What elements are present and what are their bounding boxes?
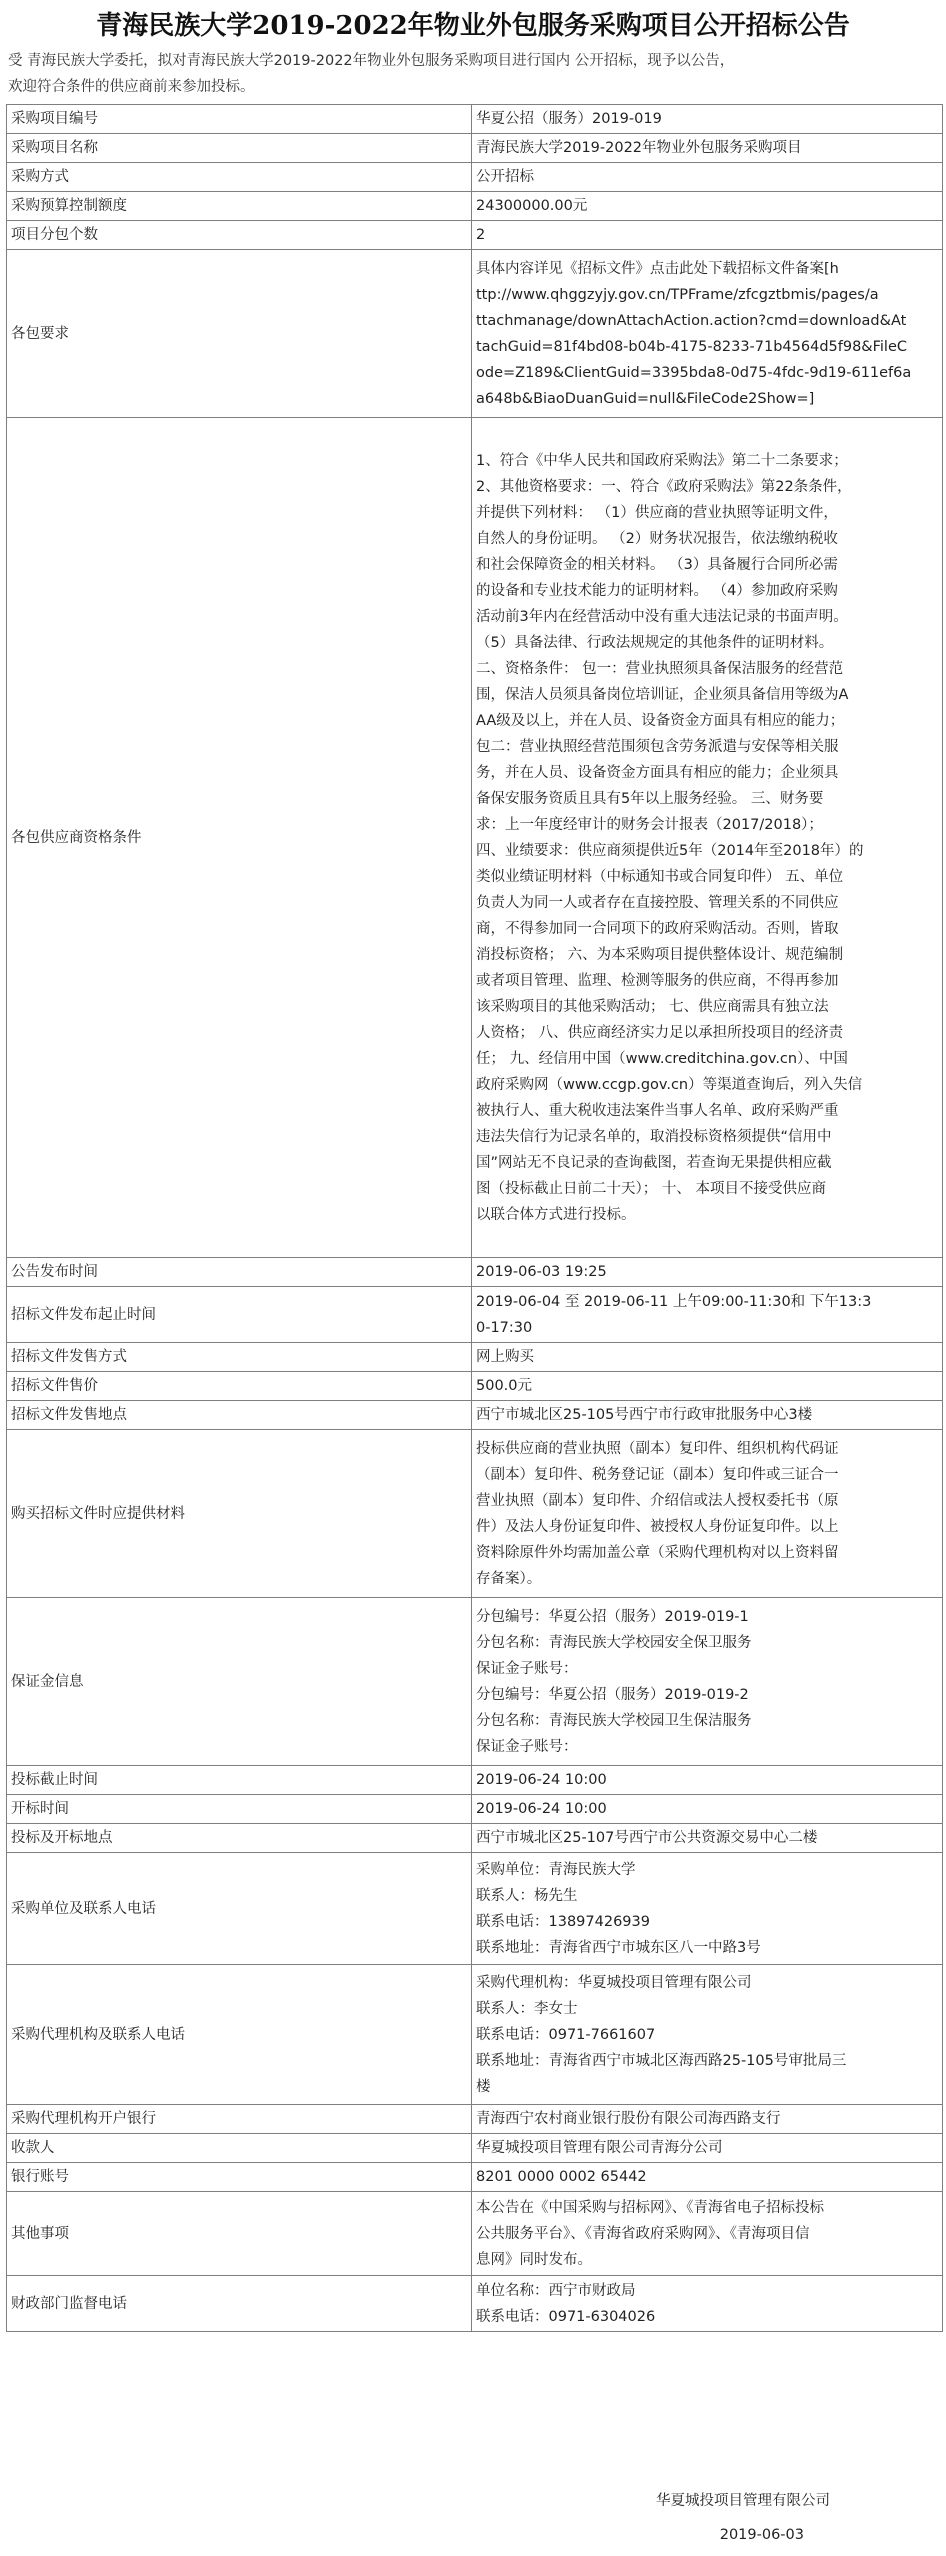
- row-label: 采购方式: [7, 163, 472, 192]
- table-row: [7, 192, 943, 221]
- value-line: 2019-06-04 至 2019-06-11 上午09:00-11:30和 下午13:3: [476, 1293, 872, 1310]
- table-row: [7, 1766, 943, 1795]
- value-line: 图（投标截止日前二十天）； 十、 本项目不接受供应商: [476, 1180, 826, 1197]
- value-line: 存备案）。: [476, 1570, 542, 1587]
- row-label: 其他事项: [7, 2192, 472, 2276]
- value-line: 任； 九、经信用中国（www.creditchina.gov.cn）、中国: [476, 1050, 848, 1067]
- value-line: 联系地址：青海省西宁市城北区海西路25-105号审批局三: [476, 2052, 847, 2069]
- table-row: [7, 1287, 943, 1343]
- value-line: 自然人的身份证明。 （2）财务状况报告，依法缴纳税收: [476, 530, 838, 547]
- value-line: 类似业绩证明材料（中标通知书或合同复印件） 五、单位: [476, 868, 844, 885]
- table-row: [7, 2163, 943, 2192]
- value-line: 消投标资格； 六、为本采购项目提供整体设计、规范编制: [476, 946, 844, 963]
- row-label: 投标及开标地点: [7, 1824, 472, 1853]
- value-line: 分包编号：华夏公招（服务）2019-019-2: [476, 1686, 749, 1703]
- row-label: 各包要求: [7, 250, 472, 418]
- row-label: 收款人: [7, 2134, 472, 2163]
- table-row: [7, 1430, 943, 1598]
- row-label: 银行账号: [7, 2163, 472, 2192]
- table-row: [7, 134, 943, 163]
- table-row: [7, 2105, 943, 2134]
- row-label: 采购项目名称: [7, 134, 472, 163]
- value-line: 和社会保障资金的相关材料。 （3）具备履行合同所必需: [476, 556, 838, 573]
- value-line: 件）及法人身份证复印件、被授权人身份证复印件。以上: [476, 1518, 839, 1535]
- value-line: AA级及以上，并在人员、设备资金方面具有相应的能力；: [476, 712, 845, 729]
- value-line: 活动前3年内在经营活动中没有重大违法记录的书面声明。: [476, 608, 848, 625]
- row-value: [472, 1287, 943, 1343]
- value-line: 国”网站无不良记录的查询截图，若查询无果提供相应截: [476, 1154, 832, 1171]
- row-label: 采购代理机构及联系人电话: [7, 1965, 472, 2105]
- intro-text: [8, 48, 938, 100]
- row-label: 保证金信息: [7, 1598, 472, 1766]
- value-line: （副本）复印件、税务登记证（副本）复印件或三证合一: [476, 1466, 839, 1483]
- row-value: [472, 134, 943, 163]
- value-line: 分包编号：华夏公招（服务）2019-019-1: [476, 1608, 749, 1625]
- value-line: 青海民族大学2019-2022年物业外包服务采购项目: [476, 140, 802, 156]
- table-row: [7, 1795, 943, 1824]
- value-line: 楼: [476, 2078, 491, 2095]
- value-line: 联系人：李女士: [476, 2000, 578, 2017]
- footer-date: 2019-06-03: [719, 2527, 804, 2543]
- row-value: [472, 1343, 943, 1372]
- value-line: 西宁市城北区25-105号西宁市行政审批服务中心3楼: [476, 1407, 813, 1423]
- value-line: 保证金子账号：: [476, 1660, 578, 1677]
- row-value: [472, 105, 943, 134]
- row-value: [472, 418, 943, 1258]
- table-row: [7, 2192, 943, 2276]
- value-line: 2019-06-03 19:25: [476, 1264, 607, 1280]
- row-value: [472, 1965, 943, 2105]
- table-row: [7, 418, 943, 1258]
- value-line: 公开招标: [476, 169, 534, 185]
- value-line: 的设备和专业技术能力的证明材料。 （4）参加政府采购: [476, 582, 838, 599]
- table-row: [7, 1965, 943, 2105]
- value-line: 违法失信行为记录名单的，取消投标资格须提供“信用中: [476, 1128, 832, 1145]
- row-value: [472, 1401, 943, 1430]
- value-line: 并提供下列材料： （1）供应商的营业执照等证明文件，: [476, 504, 838, 521]
- row-label: 公告发布时间: [7, 1258, 472, 1287]
- value-line: 以联合体方式进行投标。: [476, 1206, 636, 1223]
- row-value: [472, 1795, 943, 1824]
- value-line: 保证金子账号：: [476, 1738, 578, 1755]
- table-row: [7, 250, 943, 418]
- intro-line-1: 受 青海民族大学委托，拟对青海民族大学2019-2022年物业外包服务采购项目进行国内 公开招标，现予以公告，: [8, 53, 735, 69]
- value-line: ode=Z189&ClientGuid=3395bda8-0d75-4fdc-9d19-611ef6a: [476, 364, 912, 381]
- value-line: 华夏公招（服务）2019-019: [476, 111, 662, 127]
- row-value: [472, 192, 943, 221]
- row-value: [472, 2163, 943, 2192]
- row-value: [472, 221, 943, 250]
- value-line: 500.0元: [476, 1378, 533, 1394]
- table-row: [7, 105, 943, 134]
- value-line: 人资格； 八、供应商经济实力足以承担所投项目的经济责: [476, 1024, 844, 1041]
- footer-org: 华夏城投项目管理有限公司: [656, 2493, 830, 2509]
- row-value: [472, 1258, 943, 1287]
- value-line: 备保安服务资质且具有5年以上服务经验。 三、财务要: [476, 790, 824, 807]
- value-line: tachGuid=81f4bd08-b04b-4175-8233-71b4564d5f98&FileC: [476, 338, 908, 355]
- value-line: 0-17:30: [476, 1319, 533, 1336]
- row-label: 招标文件售价: [7, 1372, 472, 1401]
- row-label: 招标文件发布起止时间: [7, 1287, 472, 1343]
- row-label: 采购预算控制额度: [7, 192, 472, 221]
- value-line: ttachmanage/downAttachAction.action?cmd=download&At: [476, 312, 907, 329]
- value-line: 8201 0000 0002 65442: [476, 2169, 647, 2185]
- row-value: [472, 163, 943, 192]
- value-line: 资料除原件外均需加盖公章（采购代理机构对以上资料留: [476, 1544, 839, 1561]
- value-line: 投标供应商的营业执照（副本）复印件、组织机构代码证: [476, 1440, 839, 1457]
- row-value: [472, 1766, 943, 1795]
- row-value: [472, 1372, 943, 1401]
- value-line: 围，保洁人员须具备岗位培训证，企业须具备信用等级为A: [476, 686, 849, 703]
- table-row: [7, 163, 943, 192]
- table-row: [7, 1372, 943, 1401]
- table-row: [7, 1598, 943, 1766]
- table-row: [7, 221, 943, 250]
- value-line: 采购单位：青海民族大学: [476, 1861, 636, 1878]
- row-label: 各包供应商资格条件: [7, 418, 472, 1258]
- value-line: 具体内容详见《招标文件》点击此处下载招标文件备案[h: [476, 260, 839, 277]
- value-line: 四、业绩要求：供应商须提供近5年（2014年至2018年）的: [476, 842, 864, 859]
- value-line: 联系电话：0971-6304026: [476, 2308, 656, 2325]
- row-value: [472, 2276, 943, 2332]
- row-label: 采购代理机构开户银行: [7, 2105, 472, 2134]
- row-label: 招标文件发售方式: [7, 1343, 472, 1372]
- notice-table: [6, 104, 943, 2332]
- value-line: 网上购买: [476, 1349, 534, 1365]
- value-line: 2019-06-24 10:00: [476, 1801, 607, 1817]
- value-line: 本公告在《中国采购与招标网》、《青海省电子招标投标: [476, 2199, 824, 2216]
- value-line: 公共服务平台》、《青海省政府采购网》、《青海项目信: [476, 2225, 810, 2242]
- value-line: 务，并在人员、设备资金方面具有相应的能力；企业须具: [476, 764, 839, 781]
- value-line: 1、符合《中华人民共和国政府采购法》第二十二条要求；: [476, 452, 848, 469]
- value-line: ttp://www.qhggzyjy.gov.cn/TPFrame/zfcgztbmis/pages/a: [476, 286, 879, 303]
- table-row: [7, 2276, 943, 2332]
- row-value: [472, 1598, 943, 1766]
- value-line: 营业执照（副本）复印件、介绍信或法人授权委托书（原: [476, 1492, 839, 1509]
- value-line: 2019-06-24 10:00: [476, 1772, 607, 1788]
- row-value: [472, 1853, 943, 1965]
- value-line: 该采购项目的其他采购活动； 七、供应商需具有独立法: [476, 998, 829, 1015]
- value-line: 24300000.00元: [476, 198, 588, 214]
- value-line: 联系电话：13897426939: [476, 1913, 650, 1930]
- value-line: 2、其他资格要求：一、符合《政府采购法》第22条条件，: [476, 478, 852, 495]
- value-line: 或者项目管理、监理、检测等服务的供应商，不得再参加: [476, 972, 839, 989]
- row-label: 投标截止时间: [7, 1766, 472, 1795]
- row-label: 购买招标文件时应提供材料: [7, 1430, 472, 1598]
- row-label: 项目分包个数: [7, 221, 472, 250]
- row-value: [472, 2192, 943, 2276]
- row-value: [472, 1824, 943, 1853]
- row-label: 招标文件发售地点: [7, 1401, 472, 1430]
- value-line: 联系地址：青海省西宁市城东区八一中路3号: [476, 1939, 761, 1956]
- row-label: 开标时间: [7, 1795, 472, 1824]
- row-label: 采购项目编号: [7, 105, 472, 134]
- value-line: 息网》同时发布。: [476, 2251, 592, 2268]
- table-row: [7, 1258, 943, 1287]
- intro-line-2: 欢迎符合条件的供应商前来参加投标。: [8, 79, 255, 95]
- table-row: [7, 1343, 943, 1372]
- table-row: [7, 2134, 943, 2163]
- row-label: 采购单位及联系人电话: [7, 1853, 472, 1965]
- row-value: [472, 1430, 943, 1598]
- value-line: 华夏城投项目管理有限公司青海分公司: [476, 2140, 723, 2156]
- value-line: 分包名称：青海民族大学校园安全保卫服务: [476, 1634, 752, 1651]
- value-line: 单位名称：西宁市财政局: [476, 2282, 636, 2299]
- value-line: a648b&BiaoDuanGuid=null&FileCode2Show=]: [476, 390, 815, 407]
- table-row: [7, 1824, 943, 1853]
- value-line: 青海西宁农村商业银行股份有限公司海西路支行: [476, 2111, 781, 2127]
- value-line: 包二：营业执照经营范围须包含劳务派遣与安保等相关服: [476, 738, 839, 755]
- row-value: [472, 2134, 943, 2163]
- value-line: 负责人为同一人或者存在直接控股、管理关系的不同供应: [476, 894, 839, 911]
- value-line: 联系电话：0971-7661607: [476, 2026, 656, 2043]
- table-row: [7, 1853, 943, 1965]
- value-line: （5）具备法律、行政法规规定的其他条件的证明材料。: [476, 634, 834, 651]
- value-line: 商，不得参加同一合同项下的政府采购活动。否则，皆取: [476, 920, 839, 937]
- value-line: 求：上一年度经审计的财务会计报表（2017/2018）；: [476, 816, 823, 833]
- value-line: 被执行人、重大税收违法案件当事人名单、政府采购严重: [476, 1102, 839, 1119]
- row-value: [472, 2105, 943, 2134]
- value-line: 西宁市城北区25-107号西宁市公共资源交易中心二楼: [476, 1830, 818, 1846]
- value-line: 采购代理机构：华夏城投项目管理有限公司: [476, 1974, 752, 1991]
- row-label: 财政部门监督电话: [7, 2276, 472, 2332]
- value-line: 分包名称：青海民族大学校园卫生保洁服务: [476, 1712, 752, 1729]
- value-line: 2: [476, 227, 486, 243]
- value-line: 联系人：杨先生: [476, 1887, 578, 1904]
- value-line: 二、资格条件： 包一：营业执照须具备保洁服务的经营范: [476, 660, 844, 677]
- value-line: 政府采购网（www.ccgp.gov.cn）等渠道查询后，列入失信: [476, 1076, 863, 1093]
- row-value: [472, 250, 943, 418]
- table-row: [7, 1401, 943, 1430]
- page-title: 青海民族大学2019-2022年物业外包服务采购项目公开招标公告: [96, 11, 850, 41]
